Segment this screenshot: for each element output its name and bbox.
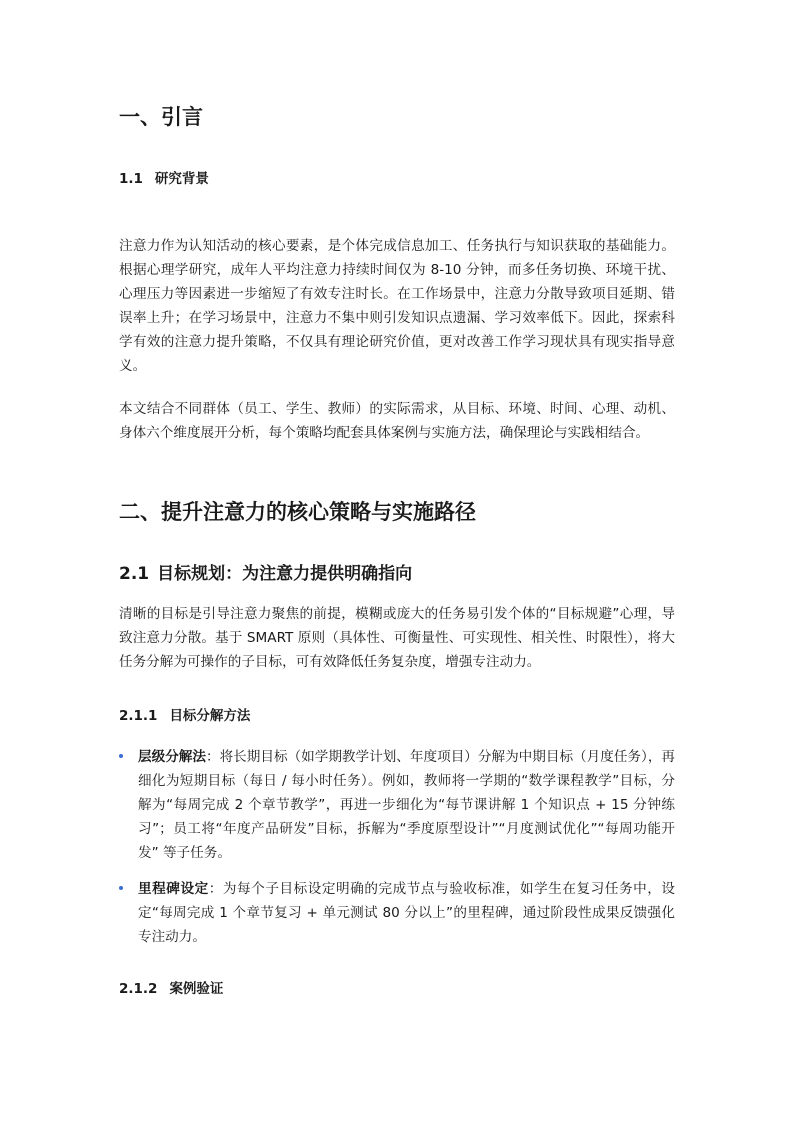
- subsection-2-1-1-heading: [119, 706, 250, 726]
- heading-text: 研究背景: [154, 171, 209, 187]
- heading-number: 1.1: [119, 171, 143, 187]
- list-item-text: [138, 877, 675, 949]
- subsection-2-1-2-heading: [119, 979, 223, 999]
- heading-number: 2.1: [119, 564, 150, 584]
- bullet-icon: [119, 886, 123, 890]
- list-item-body: ：将长期目标（如学期教学计划、年度项目）分解为中期目标（月度任务），再细化为短期目标（每日 / 每小时任务）。例如，教师将一学期的“数学课程教学”目标，分解为“每周完成 2 个章节教学”，再进一步细化为“每节课讲解 1 个知识点 + 15 分钟练习”；员工将“年度产品研发”目标，拆解为“季度原型设计”“月度测试优化”“每周功能开发” 等子任务。: [138, 749, 676, 861]
- goal-planning-paragraph: 清晰的目标是引导注意力聚焦的前提，模糊或庞大的任务易引发个体的“目标规避”心理，导致注意力分散。基于 SMART 原则（具体性、可衡量性、可实现性、相关性、时限性），将大任务分解为可操作的子目标，可有效降低任务复杂度，增强专注动力。: [119, 606, 675, 670]
- heading-number: 2.1.1: [119, 708, 158, 724]
- list-item-term: 层级分解法: [138, 749, 206, 765]
- subsection-1-1-heading: [119, 169, 209, 189]
- list-item-text: [138, 745, 675, 865]
- heading-text: 目标规划：为注意力提供明确指向: [157, 564, 413, 584]
- list-item-body: ：为每个子目标设定明确的完成节点与验收标准，如学生在复习任务中，设定“每周完成 1 个章节复习 + 单元测试 80 分以上”的里程碑，通过阶段性成果反馈强化专注动力。: [138, 881, 676, 945]
- heading-text: 案例验证: [169, 981, 224, 997]
- list-item-term: 里程碑设定: [138, 881, 209, 897]
- section-1-heading: 一、引言: [119, 105, 203, 129]
- heading-number: 2.1.2: [119, 981, 158, 997]
- bullet-icon: [119, 754, 123, 758]
- intro-paragraph-1: 注意力作为认知活动的核心要素，是个体完成信息加工、任务执行与知识获取的基础能力。根据心理学研究，成年人平均注意力持续时间仅为 8-10 分钟，而多任务切换、环境干扰、心理压力等因素进一步缩短了有效专注时长。在工作场景中，注意力分散导致项目延期、错误率上升；在学习场景中，注意力不集中则引发知识点遗漏、学习效率低下。因此，探索科学有效的注意力提升策略，不仅具有理论研究价值，更对改善工作学习现状具有现实指导意义。: [119, 238, 675, 374]
- heading-text: 目标分解方法: [169, 708, 251, 724]
- subsection-2-1-heading: [119, 562, 412, 586]
- section-2-heading: 二、提升注意力的核心策略与实施路径: [119, 500, 476, 524]
- intro-paragraph-2: 本文结合不同群体（员工、学生、教师）的实际需求，从目标、环境、时间、心理、动机、身体六个维度展开分析，每个策略均配套具体案例与实施方法，确保理论与实践相结合。: [119, 401, 675, 441]
